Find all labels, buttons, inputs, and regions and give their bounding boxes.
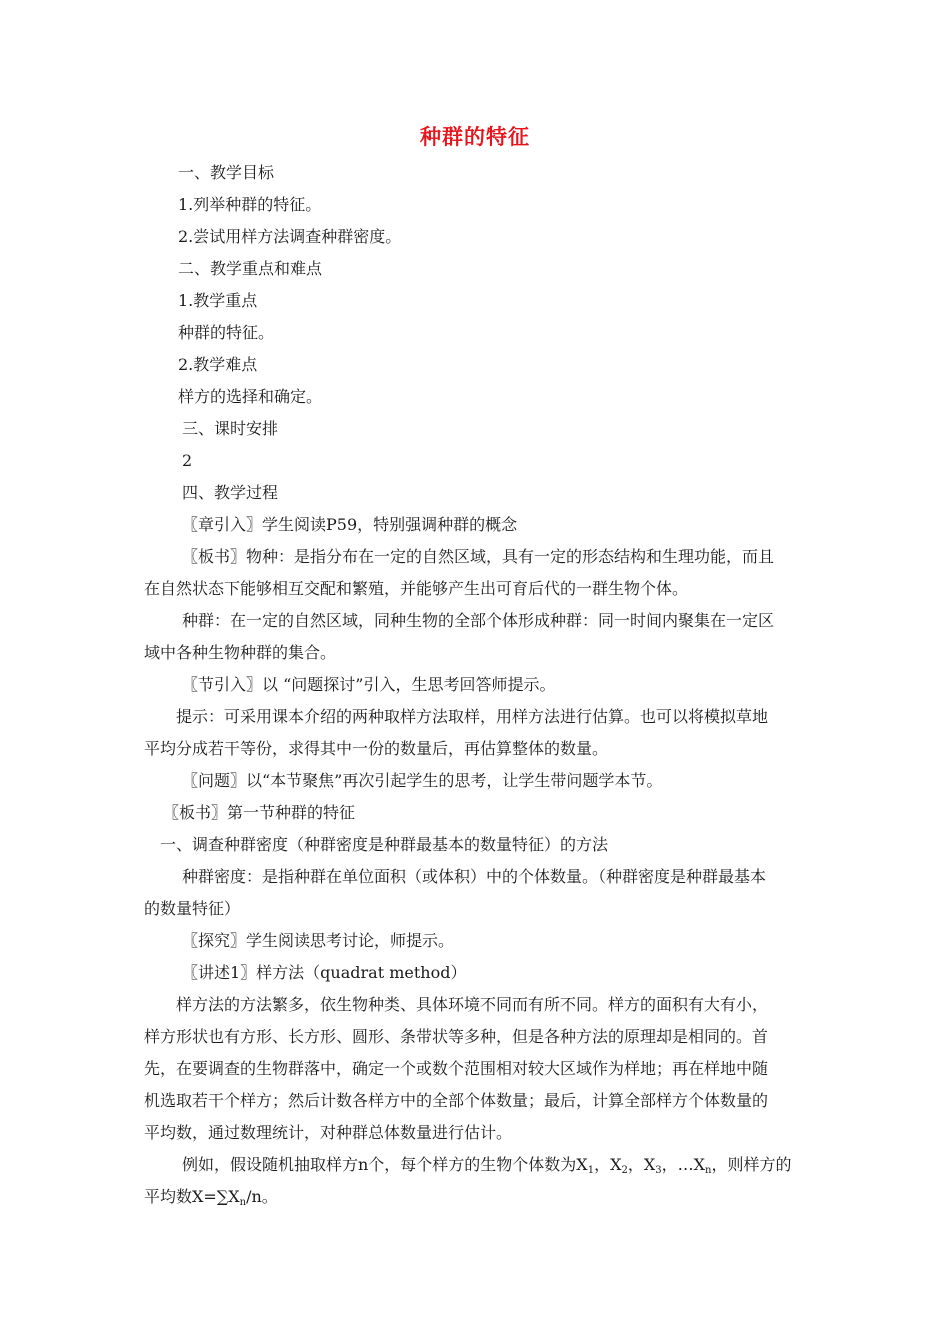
schedule-value: 2 [182,451,193,470]
hint-line-2: 平均分成若干等份，求得其中一份的数量后，再估算整体的数量。 [144,739,609,758]
example-text: 平均数X=∑X [144,1187,240,1206]
species-definition-line-2: 在自然状态下能够相互交配和繁殖，并能够产生出可育后代的一群生物个体。 [144,579,689,598]
subscript: 2 [621,1165,628,1176]
subscript: n [705,1165,712,1176]
goal-item-1: 1.列举种群的特征。 [178,195,322,214]
chapter-intro: 〖章引入〗学生阅读P59，特别强调种群的概念 [182,515,518,534]
document-title: 种群的特征 [420,125,530,149]
lecture-1-heading: 〖讲述1〗样方法（quadrat method） [182,963,467,982]
goal-item-2: 2.尝试用样方法调查种群密度。 [178,227,402,246]
difficulty-label: 2.教学难点 [178,355,258,374]
example-text: ，则样方的 [711,1155,792,1174]
subscript: 3 [655,1165,662,1176]
example-line-1 [182,1155,792,1175]
example-text: ，X [594,1155,622,1174]
species-definition-line-1: 〖板书〗物种：是指分布在一定的自然区域，具有一定的形态结构和生理功能，而且 [182,547,775,566]
question-line: 〖问题〗以“本节聚焦”再次引起学生的思考，让学生带问题学本节。 [182,771,663,790]
section-intro: 〖节引入〗以 “问题探讨”引入，生思考回答师提示。 [182,675,556,694]
quadrat-paragraph-line-4: 机选取若干个样方；然后计数各样方中的全部个体数量；最后，计算全部样方个体数量的 [144,1091,769,1110]
heading-teaching-goals: 一、教学目标 [178,163,275,182]
population-definition-line-1: 种群：在一定的自然区域，同种生物的全部个体形成种群：同一时间内聚集在一定区 [182,611,775,630]
heading-schedule: 三、课时安排 [182,419,279,438]
difficulty-text: 样方的选择和确定。 [178,387,323,406]
density-definition-line-2: 的数量特征） [144,899,241,918]
board-section-title: 〖板书〗第一节种群的特征 [163,803,356,822]
quadrat-paragraph-line-1: 样方法的方法繁多，依生物种类、具体环境不同而有所不同。样方的面积有大有小， [176,995,769,1014]
quadrat-paragraph-line-2: 样方形状也有方形、长方形、圆形、条带状等多种，但是各种方法的原理却是相同的。首 [144,1027,769,1046]
quadrat-paragraph-line-3: 先，在要调查的生物群落中，确定一个或数个范围相对较大区域作为样地；再在样地中随 [144,1059,769,1078]
example-line-2 [144,1187,278,1207]
explore-line: 〖探究〗学生阅读思考讨论，师提示。 [182,931,455,950]
quadrat-paragraph-line-5: 平均数，通过数理统计，对种群总体数量进行估计。 [144,1123,513,1142]
example-text: ，X [627,1155,656,1174]
key-point-label: 1.教学重点 [178,291,258,310]
example-text: /n。 [246,1187,278,1206]
example-text: 例如，假设随机抽取样方n个，每个样方的生物个体数为X [182,1155,588,1174]
subscript: 1 [587,1165,595,1176]
hint-line-1: 提示：可采用课本介绍的两种取样方法取样，用样方法进行估算。也可以将模拟草地 [176,707,769,726]
heading-key-points: 二、教学重点和难点 [178,259,323,278]
heading-process: 四、教学过程 [182,483,279,502]
example-text: ，…X [661,1155,706,1174]
subscript: n [239,1197,247,1208]
population-definition-line-2: 域中各种生物种群的集合。 [144,643,337,662]
density-definition-line-1: 种群密度：是指种群在单位面积（或体积）中的个体数量。（种群密度是种群最基本 [182,867,767,886]
key-point-text: 种群的特征。 [178,323,275,342]
density-method-heading: 一、调查种群密度（种群密度是种群最基本的数量特征）的方法 [160,835,609,854]
